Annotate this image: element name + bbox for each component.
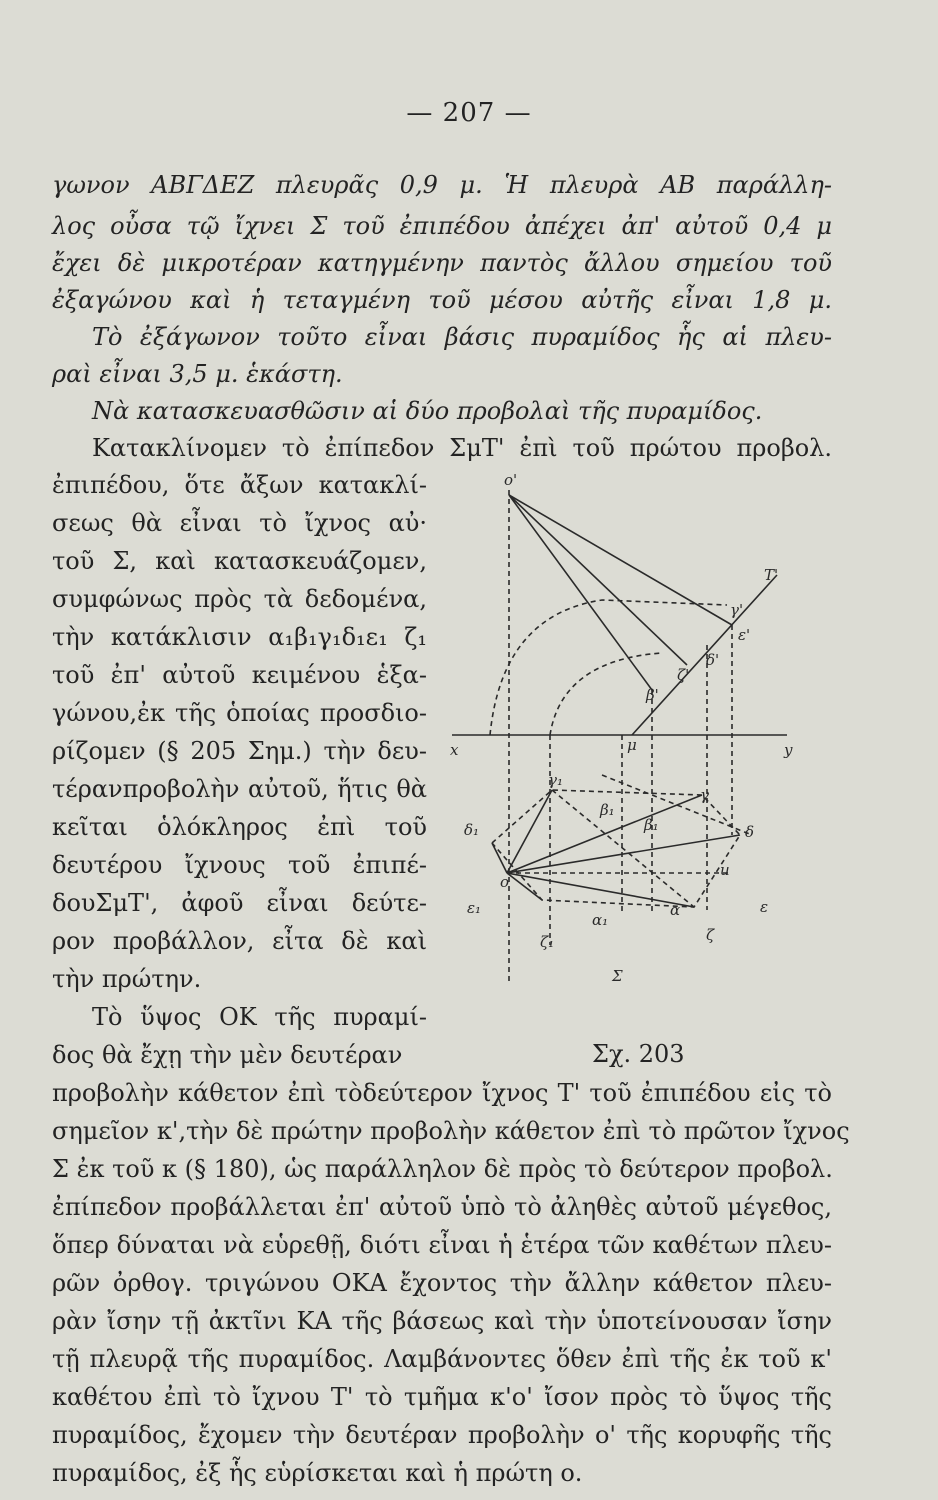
label-sigma: Σ <box>612 967 623 985</box>
text-line: τέρανπροβολὴν αὐτοῦ, ἥτις θὰ <box>52 775 427 803</box>
text-line: Τὸ ἐξάγωνον τοῦτο εἶναι βάσις πυραμίδος ἧς αἱ πλευ- <box>92 323 832 351</box>
label-x: x <box>450 741 459 759</box>
label-mu: μ <box>627 736 637 754</box>
label-beta1b: β₁ <box>644 816 659 834</box>
edge <box>507 873 542 900</box>
label-delta1: δ₁ <box>464 821 480 839</box>
edge <box>507 835 740 873</box>
text-line: σημεῖον κ',τὴν δὲ πρώτην προβολὴν κάθετον ἐπὶ τὸ πρῶτον ἴχνος <box>52 1117 850 1145</box>
label-o-prime: o' <box>504 471 518 489</box>
label-t-prime: T' <box>764 566 779 584</box>
text-line: ἐπιπέδου, ὅτε ἄξων κατακλί- <box>52 471 427 499</box>
text-line: τὴν κατάκλισιν α₁β₁γ₁δ₁ε₁ ζ₁ <box>52 623 427 651</box>
text-line: ραὶ εἶναι 3,5 μ. ἑκάστη. <box>52 360 343 388</box>
edge <box>507 790 552 873</box>
text-line: λος οὖσα τῷ ἴχνει Σ τοῦ ἐπιπέδου ἀπέχει ἀπ' αὐτοῦ 0,4 μ <box>52 212 832 240</box>
trace-t-prime <box>632 575 777 735</box>
label-u: u <box>720 861 730 879</box>
text-line: συμφώνως πρὸς τὰ δεδομένα, <box>52 585 427 613</box>
text-line: Κατακλίνομεν τὸ ἐπίπεδον ΣμΤ' ἐπὶ τοῦ πρώτου προβολ. <box>92 434 832 462</box>
text-line: ρὰν ἴσην τῇ ἀκτῖνι ΚΑ τῆς βάσεως καὶ τὴν ὑποτείνουσαν ἴσην <box>52 1307 832 1335</box>
label-epsilon-prime: ε' <box>738 626 751 644</box>
label-zeta: ζ <box>706 926 715 944</box>
text-line: Σ ἐκ τοῦ κ (§ 180), ὡς παράλληλον δὲ πρὸς τὸ δεύτερον προβολ. <box>52 1155 833 1183</box>
text-line: καθέτου ἐπὶ τὸ ἴχνου Τ' τὸ τμῆμα κ'ο' ἴσον πρὸς τὸ ὕψος τῆς <box>52 1383 832 1411</box>
text-line: τοῦ Σ, καὶ κατασκευάζομεν, <box>52 547 427 575</box>
text-line: σεως θὰ εἶναι τὸ ἴχνος αὐ· <box>52 509 427 537</box>
label-alpha1: α₁ <box>592 911 609 929</box>
label-gamma1: γ₁ <box>548 771 563 789</box>
text-line: προβολὴν κάθετον ἐπὶ τὸδεύτερον ἴχνος Τ' τοῦ ἐπιπέδου εἰς τὸ <box>52 1079 832 1107</box>
edge <box>507 873 694 907</box>
text-line: δος θὰ ἔχῃ τὴν μὲν δευτέραν <box>52 1041 403 1069</box>
text-line: ὅπερ δύναται νὰ εὑρεθῇ, διότι εἶναι ἡ ἑτέρα τῶν καθέτων πλευ- <box>52 1231 832 1259</box>
label-gamma-prime: γ' <box>730 601 744 619</box>
page-number: — 207 — <box>406 98 532 128</box>
figure-caption: Σχ. 203 <box>592 1040 685 1068</box>
text-line: κεῖται ὁλόκληρος ἐπὶ τοῦ <box>52 813 427 841</box>
text-line: δουΣμΤ', ἀφοῦ εἶναι δεύτε- <box>52 889 427 917</box>
text-line: ἐξαγώνου καὶ ἡ τεταγμένη τοῦ μέσου αὐτῆς εἶναι 1,8 μ. <box>52 286 832 314</box>
label-gamma: γ <box>700 786 709 804</box>
text-line: δευτέρου ἴχνους τοῦ ἐπιπέ- <box>52 851 427 879</box>
label-zeta1: ζ₁ <box>540 933 555 951</box>
apex-line <box>509 495 687 665</box>
text-line: πυραμίδος, ἔχομεν τὴν δευτέραν προβολὴν ο' τῆς κορυφῆς τῆς <box>52 1421 832 1449</box>
text-line: Τὸ ὕψος ΟΚ τῆς πυραμί- <box>92 1003 427 1031</box>
text-line: ἔχει δὲ μικροτέραν κατηγμένην παντὸς ἄλλου σημείου τοῦ <box>52 249 832 277</box>
text-line: ρίζομεν (§ 205 Σημ.) τὴν δευ- <box>52 737 427 765</box>
apex-line <box>509 495 652 690</box>
figure-203 <box>450 455 793 985</box>
text-line: ἐπίπεδον προβάλλεται ἐπ' αὐτοῦ ὑπὸ τὸ ἀληθὲς αὐτοῦ μέγεθος, <box>52 1193 832 1221</box>
label-alpha: α <box>670 901 681 919</box>
text-line: τὴν πρώτην. <box>52 965 202 993</box>
text-line: γωνον ΑΒΓΔΕΖ πλευρᾶς 0,9 μ. Ἡ πλευρὰ ΑΒ παράλλη- <box>52 171 832 199</box>
label-epsilon1: ε₁ <box>467 899 482 917</box>
text-line: τῇ πλευρᾷ τῆς πυραμίδος. Λαμβάνοντες ὅθεν ἐπὶ τῆς ἐκ τοῦ κ' <box>52 1345 832 1373</box>
text-line: πυραμίδος, ἐξ ἧς εὑρίσκεται καὶ ἡ πρώτη ο. <box>52 1459 583 1487</box>
text-line: ρῶν ὀρθογ. τριγώνου ΟΚΑ ἔχοντος τὴν ἄλλην κάθετον πλευ- <box>52 1269 832 1297</box>
label-delta: δ <box>745 823 755 841</box>
problem-statement: Νὰ κατασκευασθῶσιν αἱ δύο προβολαὶ τῆς πυραμίδος. <box>92 397 763 425</box>
text-line: γώνου,ἐκ τῆς ὁποίας προσδιο- <box>52 699 427 727</box>
label-epsilon: ε <box>760 898 769 916</box>
label-o: o <box>500 873 510 891</box>
text-line: ρον προβάλλον, εἶτα δὲ καὶ <box>52 927 427 955</box>
label-zeta-prime: ζ' <box>677 666 690 684</box>
arc-dashed <box>490 600 727 735</box>
text-line: τοῦ ἐπ' αὐτοῦ κειμένου ἑξα- <box>52 661 427 689</box>
label-y: y <box>784 741 793 759</box>
apex-line <box>509 495 732 625</box>
label-delta-prime: δ' <box>706 651 720 669</box>
label-beta-prime: β' <box>646 686 659 704</box>
label-beta1: β₁ <box>600 801 615 819</box>
